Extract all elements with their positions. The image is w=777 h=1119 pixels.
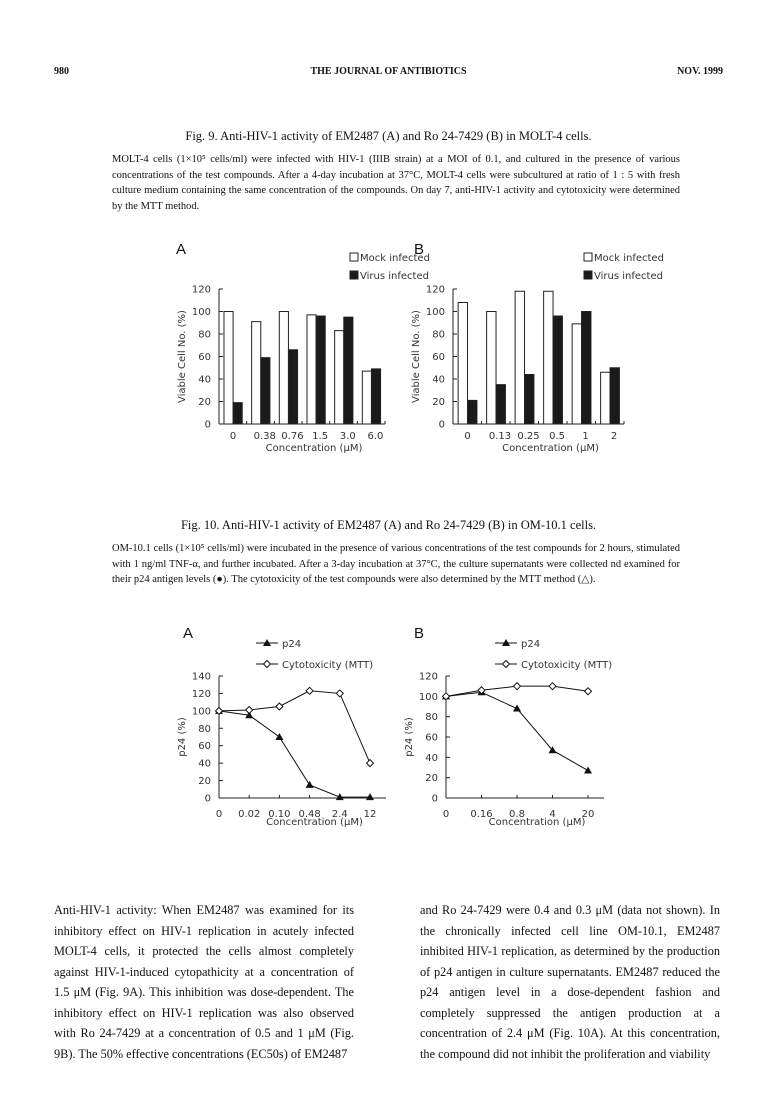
fig10-title: Fig. 10. Anti-HIV-1 activity of EM2487 (A) and Ro 24-7429 (B) in OM-10.1 cells. xyxy=(180,518,597,532)
fig9A-x-tick-label: 1.5 xyxy=(312,431,329,442)
fig10B-y-tick-label: 60 xyxy=(425,732,438,744)
fig10A-y-tick-label: 140 xyxy=(191,671,211,683)
fig10A-y-axis-label: p24 (%) xyxy=(177,717,188,757)
fig10B-legend-label-cytotoxicity: Cytotoxicity (MTT) xyxy=(521,660,613,671)
fig10B-x-axis-label: Concentration (μM) xyxy=(488,817,586,828)
fig9B-x-axis-label: Concentration (μM) xyxy=(502,443,599,454)
issue-date: NOV. 1999 xyxy=(677,66,723,77)
fig10B-y-tick-label: 0 xyxy=(431,793,438,805)
fig10B-series-p24-point xyxy=(513,705,521,712)
fig9B-legend-label-mock: Mock infected xyxy=(594,253,664,264)
fig9A-legend-label-mock: Mock infected xyxy=(360,253,430,264)
fig9B-x-tick-label: 0.25 xyxy=(517,431,540,442)
fig9B-y-axis-label: Viable Cell No. (%) xyxy=(411,310,422,403)
fig10B-legend-marker-cytotoxicity xyxy=(503,661,510,668)
fig10B-x-tick-label: 0 xyxy=(442,809,450,820)
fig10B-y-tick-label: 100 xyxy=(418,691,438,703)
fig9A-x-tick-label: 0 xyxy=(229,431,237,442)
fig10B-y-axis-label: p24 (%) xyxy=(404,717,415,757)
fig9B-y-tick-label: 80 xyxy=(432,329,445,341)
body-right-text: and Ro 24-7429 were 0.4 and 0.3 μM (data not shown). In the chronically infected cell line OM-10.1, EM2487 inhibited HIV-1 replication, as determined by the production of p24 antigen in culture supernatants. EM2487 reduced the p24 antigen level in a dose-dependent fashion and completely suppressed the antigen production at a concentration of 2.4 μM (Fig. 10A). At this concentration, the compound did not inhibit the proliferation and viability xyxy=(420,903,720,1061)
fig10A-legend-label-cytotoxicity: Cytotoxicity (MTT) xyxy=(282,660,374,671)
fig9B-y-tick-label: 20 xyxy=(432,397,445,408)
fig9B-y-tick-label: 60 xyxy=(432,352,445,363)
fig10B-x-tick-label: 20 xyxy=(581,809,595,820)
fig10A-y-tick-label: 40 xyxy=(198,758,211,770)
fig9A-x-tick-label: 3.0 xyxy=(339,431,356,442)
fig10B-series-p24-line xyxy=(446,692,588,770)
fig10B-y-tick-label: 40 xyxy=(425,752,438,764)
fig10A-y-tick-label: 80 xyxy=(198,723,211,735)
fig10A-y-tick-label: 120 xyxy=(191,688,211,700)
fig10A-y-tick-label: 100 xyxy=(191,706,211,718)
page-number: 980 xyxy=(54,66,69,77)
fig10B-x-tick-label: 4 xyxy=(549,809,556,820)
fig10B-y-tick-label: 120 xyxy=(418,671,438,683)
fig10A-legend-label-p24: p24 xyxy=(282,639,302,650)
fig10A-y-tick-label: 60 xyxy=(198,741,211,753)
fig10-panel-b-letter: B xyxy=(414,625,425,642)
fig10A-x-tick-label: 0.48 xyxy=(298,809,321,820)
fig10-panel-a-letter: A xyxy=(183,625,194,642)
fig10A-y-tick-label: 0 xyxy=(204,793,211,805)
fig9-title: Fig. 9. Anti-HIV-1 activity of EM2487 (A) and Ro 24-7429 (B) in MOLT-4 cells. xyxy=(185,129,592,143)
fig9A-y-tick-label: 40 xyxy=(198,374,211,386)
fig9A-x-tick-label: 0.76 xyxy=(281,431,304,442)
fig10A-y-tick-label: 20 xyxy=(198,776,211,788)
fig10A-x-tick-label: 2.4 xyxy=(331,809,348,820)
fig9A-y-tick-label: 120 xyxy=(191,284,211,296)
fig10B-series-p24-point xyxy=(584,767,592,774)
fig9B-x-tick-label: 0.13 xyxy=(488,431,512,442)
fig10A-x-tick-label: 0.10 xyxy=(268,809,291,820)
fig10-caption: OM-10.1 cells (1×10⁵ cells/ml) were incubated in the presence of various concentrations of the test compounds for 2 hours, stimulated with 1 ng/ml TNF-α, and further incubated. After a 3-day incubation at 37°C, the culture supernatants were collected nd examined for their p24 antigen levels (●). The cytotoxicity of the test compounds were also determined by the MTT method (△). xyxy=(112,543,680,585)
body-left-column xyxy=(54,900,354,1064)
fig9B-y-tick-label: 40 xyxy=(432,374,445,386)
fig9A-y-axis-label: Viable Cell No. (%) xyxy=(177,310,188,403)
fig10B-series-cytotoxicity-point xyxy=(585,688,592,695)
body-right-column xyxy=(420,900,720,1064)
body-left-text: Anti-HIV-1 activity: When EM2487 was examined for its inhibitory effect on HIV-1 replication in acutely infected MOLT-4 cells, it protected the cells almost completely against HIV-1-induced cytopathicity at a concentration of 1.5 μM (Fig. 9A). This inhibition was dose-dependent. The inhibitory effect on HIV-1 replication was also observed with Ro 24-7429 at a concentration of 0.5 and 1 μM (Fig. 9B). The 50% effective concentrations (EC50s) of EM2487 xyxy=(54,903,354,1061)
journal-title: THE JOURNAL OF ANTIBIOTICS xyxy=(310,66,467,77)
fig10B-series-cytotoxicity-point xyxy=(549,683,556,690)
fig10B-x-tick-label: 0.8 xyxy=(509,809,525,820)
fig10A-x-tick-label: 0.02 xyxy=(238,809,261,820)
fig9B-x-tick-label: 2 xyxy=(610,431,618,442)
fig9-panel-a-letter: A xyxy=(176,241,187,258)
fig9A-y-tick-label: 0 xyxy=(204,419,211,431)
fig9B-legend-label-virus: Virus infected xyxy=(594,271,663,282)
fig10A-x-tick-label: 0 xyxy=(215,809,223,820)
fig10B-y-tick-label: 80 xyxy=(425,712,438,724)
fig9B-x-tick-label: 1 xyxy=(582,431,589,442)
fig10B-x-tick-label: 0.16 xyxy=(470,809,493,820)
fig9B-y-tick-label: 120 xyxy=(425,284,445,296)
fig10B-legend-label-p24: p24 xyxy=(521,639,541,650)
fig9A-x-axis-label: Concentration (μM) xyxy=(265,443,363,454)
fig9A-y-tick-label: 60 xyxy=(198,352,211,363)
fig9B-x-tick-label: 0.5 xyxy=(549,431,565,442)
fig9-caption: MOLT-4 cells (1×10⁵ cells/ml) were infected with HIV-1 (IIIB strain) at a MOI of 0.1, and cultured in the presence of various concentrations of the test compounds. After a 4-day incubation at 37°C, MOLT-4 cells were subcultured at ratio of 1 : 5 with fresh culture medium containing the same concentration of the compounds. On day 7, anti-HIV-1 activity and cytotoxicity were determined by the MTT method. xyxy=(112,154,680,212)
fig9B-y-tick-label: 100 xyxy=(425,307,445,318)
fig9-panel-b-letter: B xyxy=(414,241,425,258)
fig9A-x-tick-label: 0.38 xyxy=(253,431,276,442)
fig10A-x-tick-label: 12 xyxy=(363,809,377,820)
fig10B-y-tick-label: 20 xyxy=(425,773,438,785)
fig10A-x-axis-label: Concentration (μM) xyxy=(266,817,363,828)
fig9A-y-tick-label: 20 xyxy=(198,397,211,408)
fig9A-y-tick-label: 80 xyxy=(198,329,211,341)
fig9B-x-tick-label: 0 xyxy=(464,431,471,442)
fig10B-series-cytotoxicity-point xyxy=(514,683,521,690)
fig9A-y-tick-label: 100 xyxy=(191,307,211,318)
fig9B-y-tick-label: 0 xyxy=(438,419,445,431)
fig9A-legend-label-virus: Virus infected xyxy=(360,271,429,282)
fig9A-x-tick-label: 6.0 xyxy=(367,431,384,442)
